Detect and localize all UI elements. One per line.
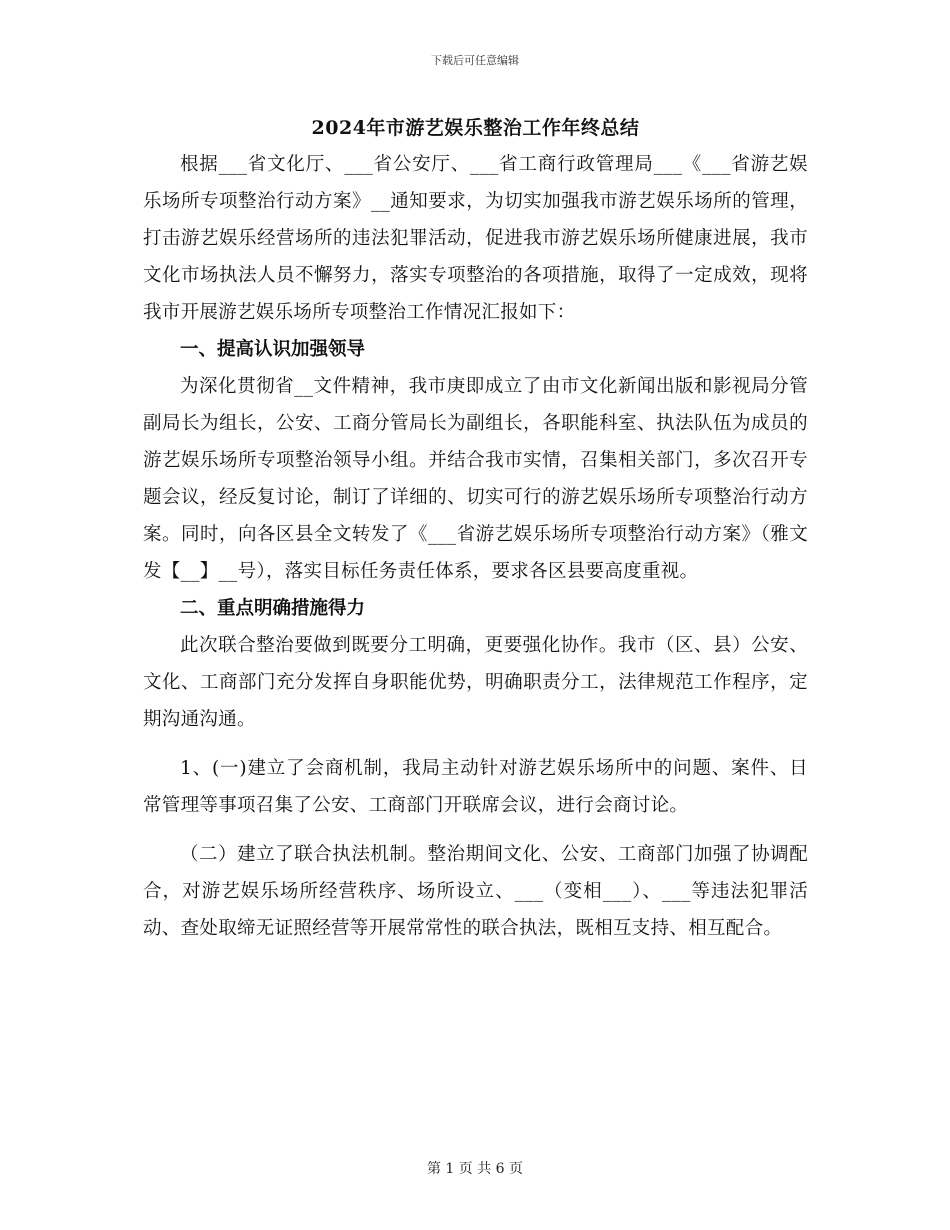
section-2-item-1: 1、(一)建立了会商机制，我局主动针对游艺娱乐场所中的问题、案件、日常管理等事项召集了公安、工商部门开联席会议，进行会商讨论。 [143, 758, 808, 816]
section-2-heading: 二、重点明确措施得力 [180, 598, 366, 619]
document-title: 2024年市游艺娱乐整治工作年终总结 [311, 117, 640, 139]
page-header-note: 下载后可任意编辑 [431, 54, 519, 67]
intro-paragraph: 根据___省文化厅、___省公安厅、___省工商行政管理局___《___省游艺娱乐场所专项整治行动方案》__通知要求，为切实加强我市游艺娱乐场所的管理，打击游艺娱乐经营场所的违法犯罪活动，促进我市游艺娱乐场所健康进展，我市文化市场执法人员不懈努力，落实专项整治的各项措施，取得了一定成效，现将我市开展游艺娱乐场所专项整治工作情况汇报如下： [143, 154, 808, 323]
section-1-paragraph: 为深化贯彻省__文件精神，我市庚即成立了由市文化新闻出版和影视局分管副局长为组长，公安、工商分管局长为副组长，各职能科室、执法队伍为成员的游艺娱乐场所专项整治领导小组。并结合我市实情，召集相关部门，多次召开专题会议，经反复讨论，制订了详细的、切实可行的游艺娱乐场所专项整治行动方案。同时，向各区县全文转发了《___省游艺娱乐场所专项整治行动方案》（雅文发【__】__号），落实目标任务责任体系，要求各区县要高度重视。 [143, 376, 808, 582]
document-body [143, 112, 808, 947]
section-2-item-2: （二）建立了联合执法机制。整治期间文化、公安、工商部门加强了协调配合，对游艺娱乐场所经营秩序、场所设立、___（变相___）、___等违法犯罪活动、查处取缔无证照经营等开展常常性的联合执法，既相互支持、相互配合。 [143, 844, 808, 939]
page-footer: 第 1 页 共 6 页 [426, 1161, 524, 1177]
section-1-heading: 一、提高认识加强领导 [180, 339, 366, 360]
section-2-paragraph: 此次联合整治要做到既要分工明确，更要强化协作。我市（区、县）公安、文化、工商部门充分发挥自身职能优势，明确职责分工，法律规范工作程序，定期沟通沟通。 [143, 635, 808, 730]
